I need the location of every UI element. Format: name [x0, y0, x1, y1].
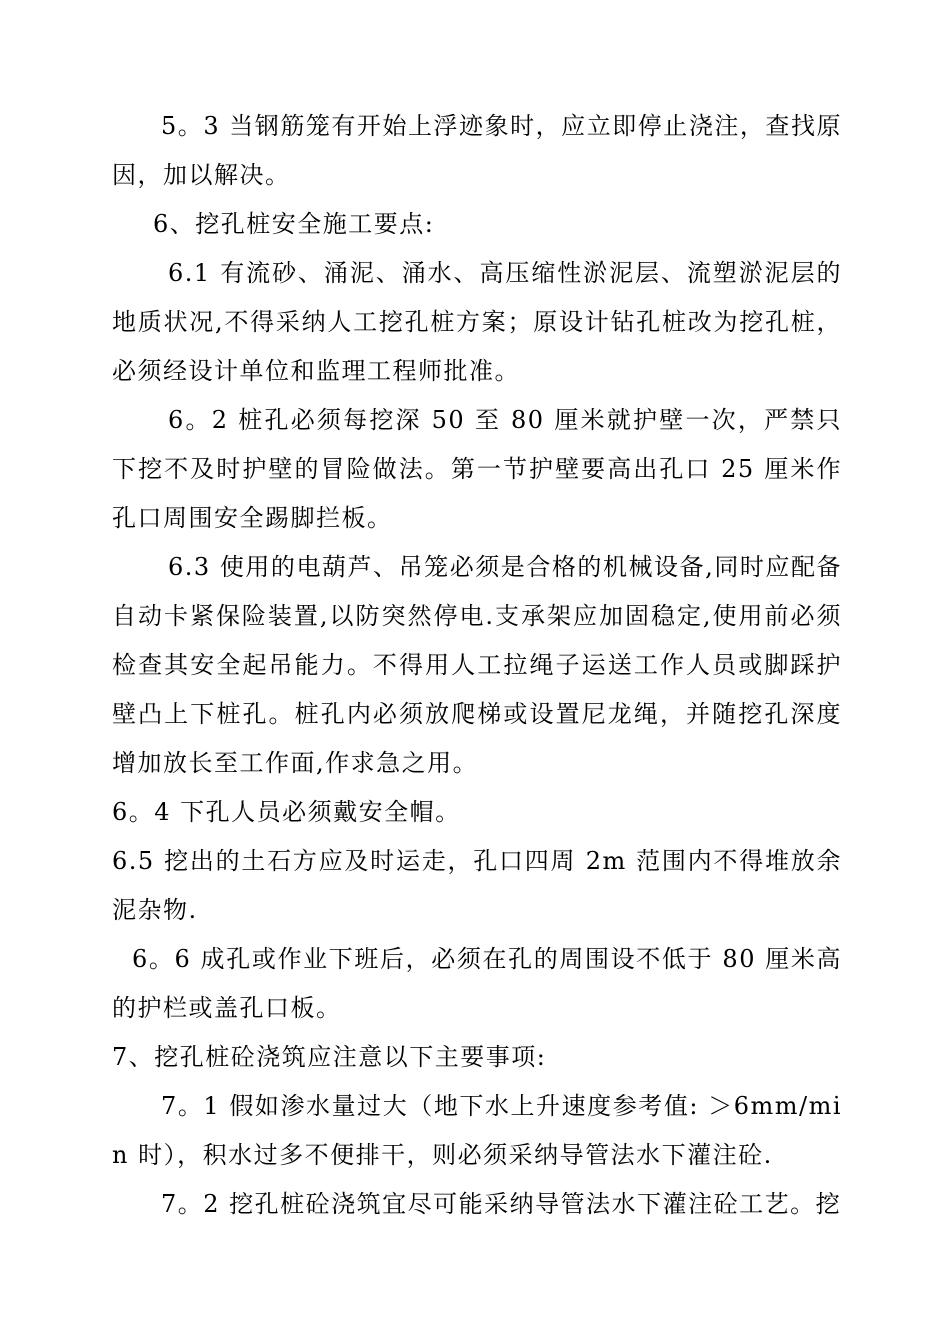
paragraph-7-2: 7。2 挖孔桩砼浇筑宜尽可能采纳导管法水下灌注砼工艺。挖	[161, 1190, 842, 1218]
heading-section-6: 6、挖孔桩安全施工要点:	[153, 210, 435, 238]
paragraph-5-3: 5。3 当钢筋笼有开始上浮迹象时，应立即停止浇注，查找原因，加以解决。	[112, 112, 842, 189]
heading-section-7: 7、挖孔桩砼浇筑应注意以下主要事项:	[112, 1043, 547, 1071]
paragraph-6-2: 6。2 桩孔必须每挖深 50 至 80 厘米就护壁一次，严禁只下挖不及时护壁的冒险做法。第一节护壁要高出孔口 25 厘米作孔口周围安全踢脚拦板。	[112, 406, 842, 532]
paragraph-6-3: 6.3 使用的电葫芦、吊笼必须是合格的机械设备,同时应配备自动卡紧保险装置,以防突然停电.支承架应加固稳定,使用前必须检查其安全起吊能力。不得用人工拉绳子运送工作人员或脚踩护壁凸上下桩孔。桩孔内必须放爬梯或设置尼龙绳，并随挖孔深度增加放长至工作面,作求急之用。	[112, 553, 842, 777]
paragraph-6-4: 6。4 下孔人员必须戴安全帽。	[112, 798, 461, 826]
paragraph-7-1: 7。1 假如渗水量过大（地下水上升速度参考值: ＞6mm/min 时），积水过多不便排干，则必须采纳导管法水下灌注砼.	[112, 1092, 842, 1169]
paragraph-6-1: 6.1 有流砂、涌泥、涌水、高压缩性淤泥层、流塑淤泥层的地质状况,不得采纳人工挖孔桩方案；原设计钻孔桩改为挖孔桩，必须经设计单位和监理工程师批准。	[112, 259, 842, 385]
paragraph-6-6: 6。6 成孔或作业下班后，必须在孔的周围设不低于 80 厘米高的护栏或盖孔口板。	[112, 945, 842, 1022]
paragraph-6-5: 6.5 挖出的土石方应及时运走，孔口四周 2m 范围内不得堆放余泥杂物.	[112, 847, 842, 924]
